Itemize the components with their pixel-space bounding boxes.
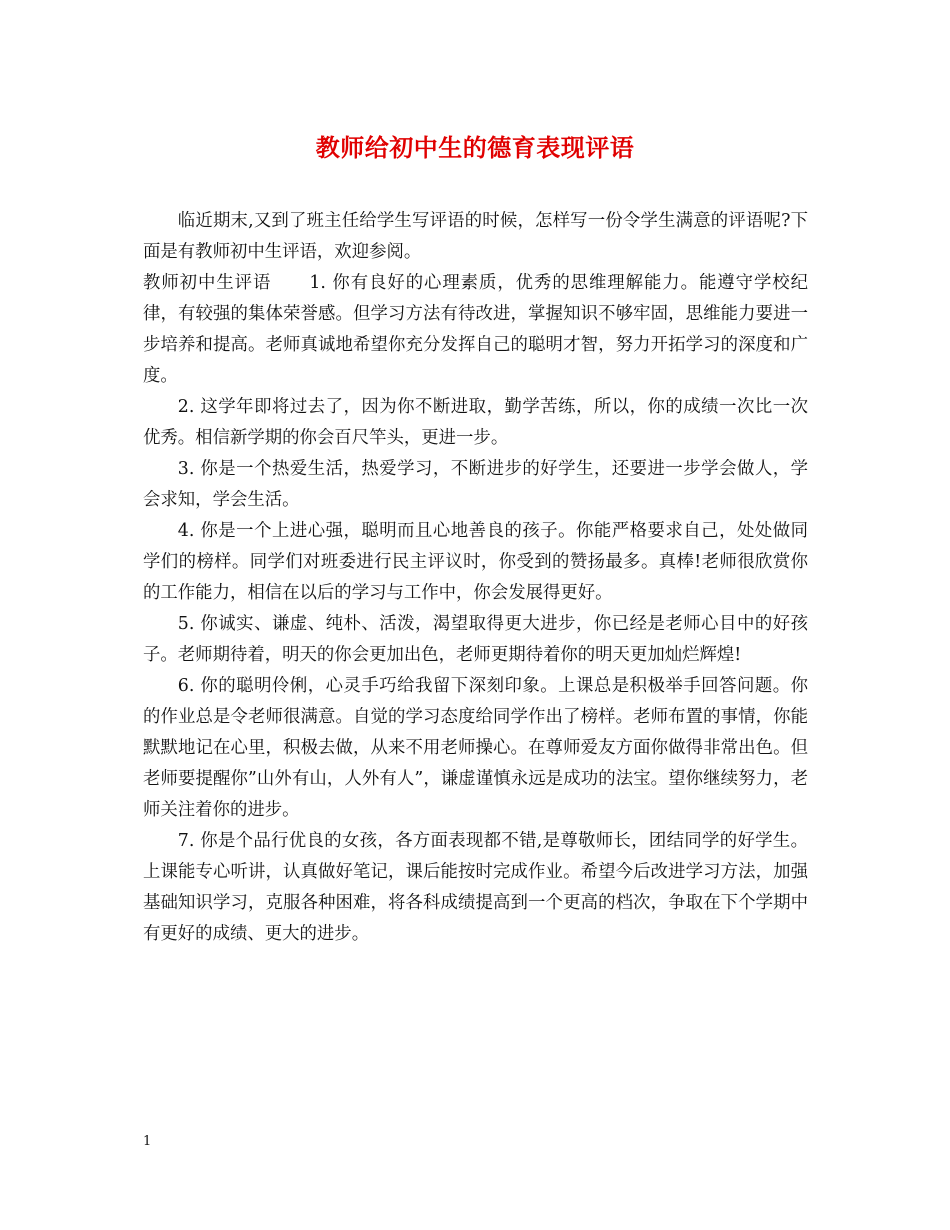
section-label: 教师初中生评语: [143, 273, 272, 293]
page-number: 1: [143, 1134, 152, 1149]
comment-paragraph-7: 7. 你是个品行优良的女孩，各方面表现都不错,是尊敬师长，团结同学的好学生。上课能专心听讲，认真做好笔记，课后能按时完成作业。希望今后改进学习方法，加强基础知识学习，克服各种困难，将各科成绩提高到一个更高的档次，争取在下个学期中有更好的成绩、更大的进步。: [143, 831, 808, 944]
document-title: 教师给初中生的德育表现评语: [315, 133, 635, 162]
comment-paragraph-5: 5. 你诚实、谦虚、纯朴、活泼，渴望取得更大进步，你已经是老师心目中的好孩子。老师期待着，明天的你会更加出色，老师更期待着你的明天更加灿烂辉煌!: [143, 614, 808, 665]
document-body: [143, 206, 808, 950]
comment-paragraph-3: 3. 你是一个热爱生活，热爱学习，不断进步的好学生，还要进一步学会做人，学会求知，学会生活。: [143, 459, 808, 510]
comment-paragraph-1: [143, 268, 808, 392]
comment-paragraph-4: 4. 你是一个上进心强，聪明而且心地善良的孩子。你能严格要求自己，处处做同学们的榜样。同学们对班委进行民主评议时，你受到的赞扬最多。真棒!老师很欣赏你的工作能力，相信在以后的学习与工作中，你会发展得更好。: [143, 521, 808, 603]
intro-paragraph: 临近期末,又到了班主任给学生写评语的时候，怎样写一份令学生满意的评语呢?下面是有教师初中生评语，欢迎参阅。: [143, 211, 808, 262]
comment-paragraph-6: 6. 你的聪明伶俐，心灵手巧给我留下深刻印象。上课总是积极举手回答问题。你的作业总是令老师很满意。自觉的学习态度给同学作出了榜样。老师布置的事情，你能默默地记在心里，积极去做，从来不用老师操心。在尊师爱友方面你做得非常出色。但老师要提醒你”山外有山，人外有人”，谦虚谨慎永远是成功的法宝。望你继续努力，老师关注着你的进步。: [143, 676, 808, 820]
comment-text-1: 1. 你有良好的心理素质，优秀的思维理解能力。能遵守学校纪律，有较强的集体荣誉感。但学习方法有待改进，掌握知识不够牢固，思维能力要进一步培养和提高。老师真诚地希望你充分发挥自己的聪明才智，努力开拓学习的深度和广度。: [143, 273, 808, 386]
comment-paragraph-2: 2. 这学年即将过去了，因为你不断进取，勤学苦练，所以，你的成绩一次比一次优秀。相信新学期的你会百尺竿头，更进一步。: [143, 397, 808, 448]
